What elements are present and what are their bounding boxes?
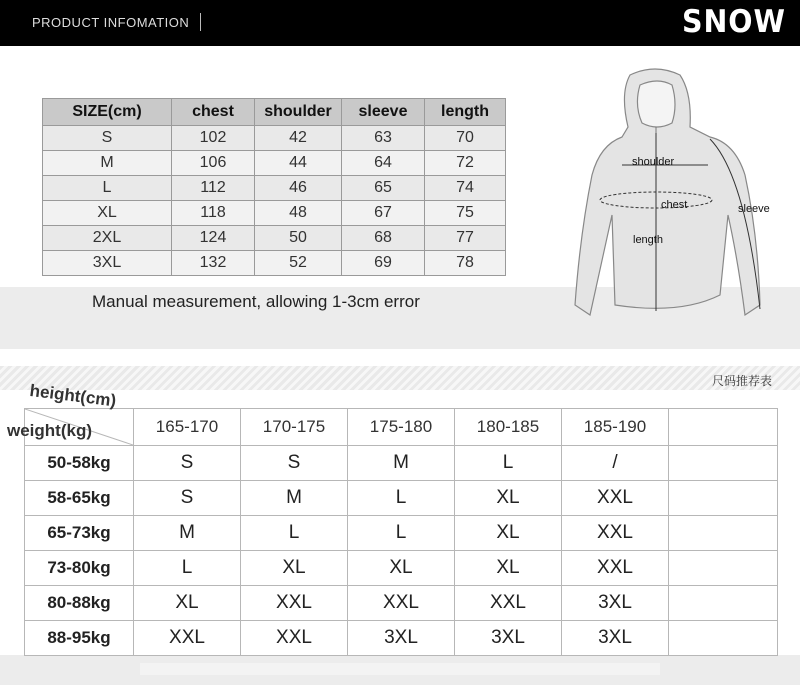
- size-cell: M: [348, 446, 455, 481]
- size-cell: L: [134, 551, 241, 586]
- weight-range: 50-58kg: [25, 446, 134, 481]
- header-divider: [200, 13, 201, 31]
- shoulder-cell: 46: [255, 176, 342, 201]
- corner-cell: [7, 381, 134, 446]
- size-cell: XL: [241, 551, 348, 586]
- size-cell: XL: [455, 516, 562, 551]
- sleeve-cell: 67: [342, 201, 425, 226]
- chest-cell: 102: [172, 126, 255, 151]
- table-row: [43, 226, 506, 251]
- size-cell: 3XL: [348, 621, 455, 656]
- length-cell: 78: [425, 251, 506, 276]
- col-header-shoulder: shoulder: [255, 99, 342, 126]
- table-row: [43, 201, 506, 226]
- weight-range: 88-95kg: [25, 621, 134, 656]
- shoulder-cell: 44: [255, 151, 342, 176]
- size-cell: XXL: [562, 551, 669, 586]
- chest-cell: 106: [172, 151, 255, 176]
- size-cell: 3XL: [562, 586, 669, 621]
- size-cell: XXL: [134, 621, 241, 656]
- chest-cell: 118: [172, 201, 255, 226]
- sleeve-label: sleeve: [738, 203, 770, 215]
- brand-logo: SNOW: [682, 4, 786, 40]
- size-cell: [669, 481, 778, 516]
- table-row: [25, 446, 778, 481]
- table-row: [43, 251, 506, 276]
- length-cell: 70: [425, 126, 506, 151]
- col-header-chest: chest: [172, 99, 255, 126]
- length-cell: 75: [425, 201, 506, 226]
- striped-band: [0, 366, 800, 390]
- height-range: 175-180: [348, 409, 455, 446]
- measurement-note: Manual measurement, allowing 1-3cm error: [92, 292, 420, 311]
- weight-range: 65-73kg: [25, 516, 134, 551]
- recommendation-title: 尺码推荐表: [711, 374, 772, 388]
- size-cell: XXL: [241, 586, 348, 621]
- chest-cell: 132: [172, 251, 255, 276]
- chest-cell: 124: [172, 226, 255, 251]
- shoulder-label: shoulder: [632, 156, 675, 168]
- weight-range: 73-80kg: [25, 551, 134, 586]
- size-cell: M: [241, 481, 348, 516]
- size-chart-header: [43, 99, 506, 126]
- size-cell: [669, 621, 778, 656]
- size-cell: /: [562, 446, 669, 481]
- size-cell: XL: [455, 551, 562, 586]
- sleeve-cell: 69: [342, 251, 425, 276]
- size-cell: XXL: [562, 516, 669, 551]
- size-cell: XXL: [455, 586, 562, 621]
- col-header-length: length: [425, 99, 506, 126]
- col-header-sleeve: sleeve: [342, 99, 425, 126]
- height-header-row: [25, 409, 778, 446]
- size-cell: XXL: [241, 621, 348, 656]
- size-cell: [669, 551, 778, 586]
- size-cell: XXL: [348, 586, 455, 621]
- height-range: 180-185: [455, 409, 562, 446]
- size-cell: L: [241, 516, 348, 551]
- size-cell: XL: [43, 201, 172, 226]
- sleeve-cell: 65: [342, 176, 425, 201]
- size-cell: [669, 446, 778, 481]
- size-cell: S: [241, 446, 348, 481]
- table-row: [43, 151, 506, 176]
- size-cell: XL: [348, 551, 455, 586]
- size-cell: [669, 516, 778, 551]
- sleeve-cell: 63: [342, 126, 425, 151]
- table-row: [43, 126, 506, 151]
- size-cell: 2XL: [43, 226, 172, 251]
- height-range: 170-175: [241, 409, 348, 446]
- length-cell: 74: [425, 176, 506, 201]
- size-cell: S: [134, 481, 241, 516]
- length-cell: 77: [425, 226, 506, 251]
- height-range: 165-170: [134, 409, 241, 446]
- size-chart-table: [42, 98, 506, 276]
- sleeve-cell: 64: [342, 151, 425, 176]
- header-title: PRODUCT INFOMATION: [32, 15, 190, 30]
- shoulder-cell: 50: [255, 226, 342, 251]
- size-cell: L: [348, 481, 455, 516]
- table-row: [43, 176, 506, 201]
- size-cell: L: [43, 176, 172, 201]
- table-row: [25, 586, 778, 621]
- size-cell: 3XL: [455, 621, 562, 656]
- footer-band: [0, 655, 800, 685]
- weight-range: 80-88kg: [25, 586, 134, 621]
- jacket-outline: [575, 69, 760, 315]
- weight-axis-label: weight(kg): [7, 421, 92, 440]
- size-cell: XL: [455, 481, 562, 516]
- header-bar: [0, 0, 800, 46]
- shoulder-cell: 52: [255, 251, 342, 276]
- size-cell: L: [348, 516, 455, 551]
- size-cell: M: [134, 516, 241, 551]
- table-row: [25, 621, 778, 656]
- sleeve-cell: 68: [342, 226, 425, 251]
- length-label: length: [633, 234, 663, 246]
- height-range: [669, 409, 778, 446]
- shoulder-cell: 48: [255, 201, 342, 226]
- height-axis-label: height(cm): [28, 381, 118, 411]
- table-row: [25, 516, 778, 551]
- weight-range: 58-65kg: [25, 481, 134, 516]
- size-cell: 3XL: [562, 621, 669, 656]
- table-row: [25, 481, 778, 516]
- size-cell: S: [43, 126, 172, 151]
- chest-label: chest: [661, 199, 688, 211]
- size-cell: S: [134, 446, 241, 481]
- col-header-size: SIZE(cm): [43, 99, 172, 126]
- length-cell: 72: [425, 151, 506, 176]
- size-cell: XXL: [562, 481, 669, 516]
- size-cell: XL: [134, 586, 241, 621]
- shoulder-cell: 42: [255, 126, 342, 151]
- size-cell: L: [455, 446, 562, 481]
- table-row: [25, 551, 778, 586]
- size-cell: 3XL: [43, 251, 172, 276]
- size-cell: [669, 586, 778, 621]
- height-range: 185-190: [562, 409, 669, 446]
- size-cell: M: [43, 151, 172, 176]
- jacket-diagram: [560, 65, 800, 335]
- chest-cell: 112: [172, 176, 255, 201]
